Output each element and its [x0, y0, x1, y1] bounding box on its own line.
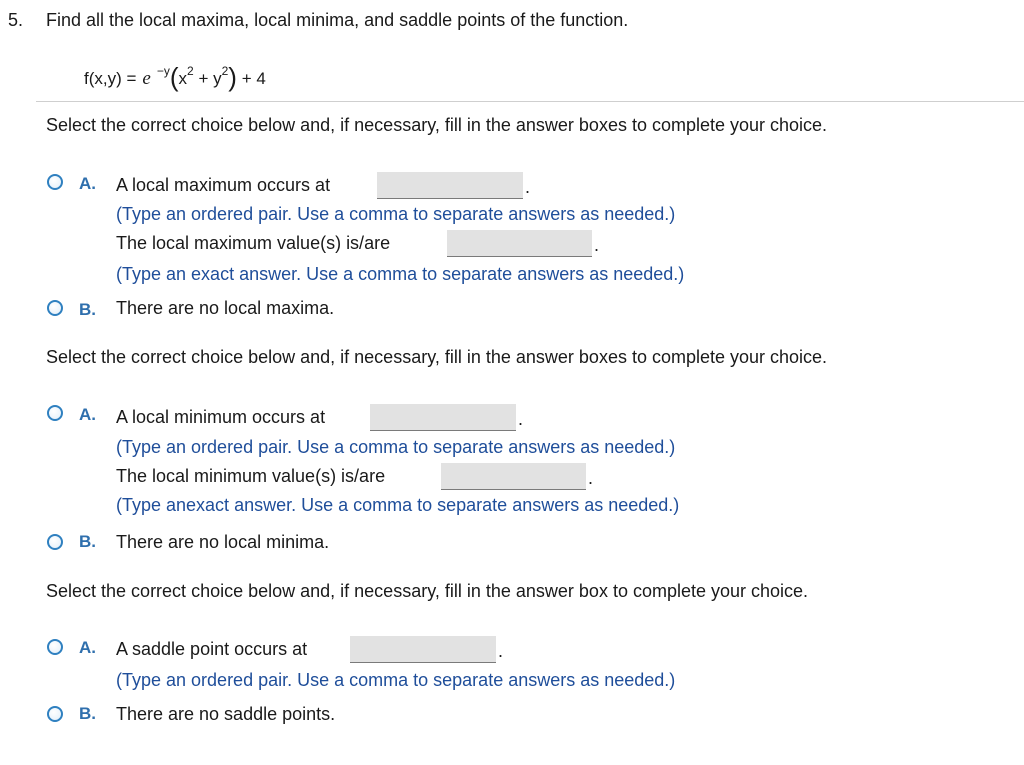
local-minimum-point-input[interactable]	[370, 404, 516, 431]
no-saddle-points-label: There are no saddle points.	[116, 704, 336, 724]
option-letter: A.	[79, 405, 96, 424]
exact-answer-hint: (Type anexact answer. Use a comma to separate answers as needed.)	[116, 495, 680, 515]
question-number: 5.	[8, 10, 24, 30]
period: .	[518, 409, 524, 429]
radio-saddle-a[interactable]	[47, 639, 63, 655]
no-local-minima-label: There are no local minima.	[116, 532, 330, 552]
radio-maxima-a[interactable]	[47, 174, 63, 190]
question-text: Find all the local maxima, local minima, and saddle points of the function.	[46, 10, 629, 30]
formula-tail: + 4	[236, 69, 266, 88]
period: .	[498, 641, 504, 661]
formula-y-exponent: 2	[221, 64, 229, 78]
period: .	[525, 177, 531, 197]
radio-minima-a[interactable]	[47, 405, 63, 421]
ordered-pair-hint: (Type an ordered pair. Use a comma to separate answers as needed.)	[116, 437, 676, 457]
option-letter: A.	[79, 638, 96, 657]
exact-answer-hint: (Type an exact answer. Use a comma to separate answers as needed.)	[116, 264, 685, 284]
period: .	[594, 235, 600, 255]
period: .	[588, 468, 594, 488]
formula-open-paren: (	[169, 62, 179, 92]
formula-exponent: −y	[156, 64, 170, 78]
saddle-point-input[interactable]	[350, 636, 496, 663]
option-letter: B.	[79, 300, 96, 319]
local-maximum-value-label: The local maximum value(s) is/are	[116, 233, 391, 253]
option-letter: B.	[79, 532, 96, 551]
local-maximum-value-input[interactable]	[447, 230, 592, 257]
formula-lhs: f(x,y) =	[84, 69, 137, 88]
formula-close-paren: )	[228, 62, 237, 92]
instruction-minima: Select the correct choice below and, if necessary, fill in the answer boxes to complete your choice.	[46, 347, 828, 367]
instruction-maxima: Select the correct choice below and, if necessary, fill in the answer boxes to complete your choice.	[46, 115, 828, 135]
option-letter: A.	[79, 174, 96, 193]
formula-x-term: x	[178, 69, 188, 88]
radio-saddle-b[interactable]	[47, 706, 63, 722]
local-maximum-label: A local maximum occurs at	[116, 175, 331, 195]
radio-minima-b[interactable]	[47, 534, 63, 550]
radio-maxima-b[interactable]	[47, 300, 63, 316]
local-minimum-label: A local minimum occurs at	[116, 407, 326, 427]
local-minimum-value-input[interactable]	[441, 463, 586, 490]
function-formula	[84, 62, 266, 90]
no-local-maxima-label: There are no local maxima.	[116, 298, 335, 318]
option-letter: B.	[79, 704, 96, 723]
divider	[36, 101, 1024, 102]
formula-plus: +	[193, 69, 214, 88]
formula-y-term: y	[213, 69, 222, 88]
saddle-point-label: A saddle point occurs at	[116, 639, 308, 659]
instruction-saddle: Select the correct choice below and, if necessary, fill in the answer box to complete your choice.	[46, 581, 809, 601]
local-minimum-value-label: The local minimum value(s) is/are	[116, 466, 386, 486]
local-maximum-point-input[interactable]	[377, 172, 523, 199]
formula-x-exponent: 2	[187, 64, 194, 78]
ordered-pair-hint: (Type an ordered pair. Use a comma to separate answers as needed.)	[116, 204, 676, 224]
formula-base: e	[142, 68, 151, 89]
ordered-pair-hint: (Type an ordered pair. Use a comma to separate answers as needed.)	[116, 670, 676, 690]
